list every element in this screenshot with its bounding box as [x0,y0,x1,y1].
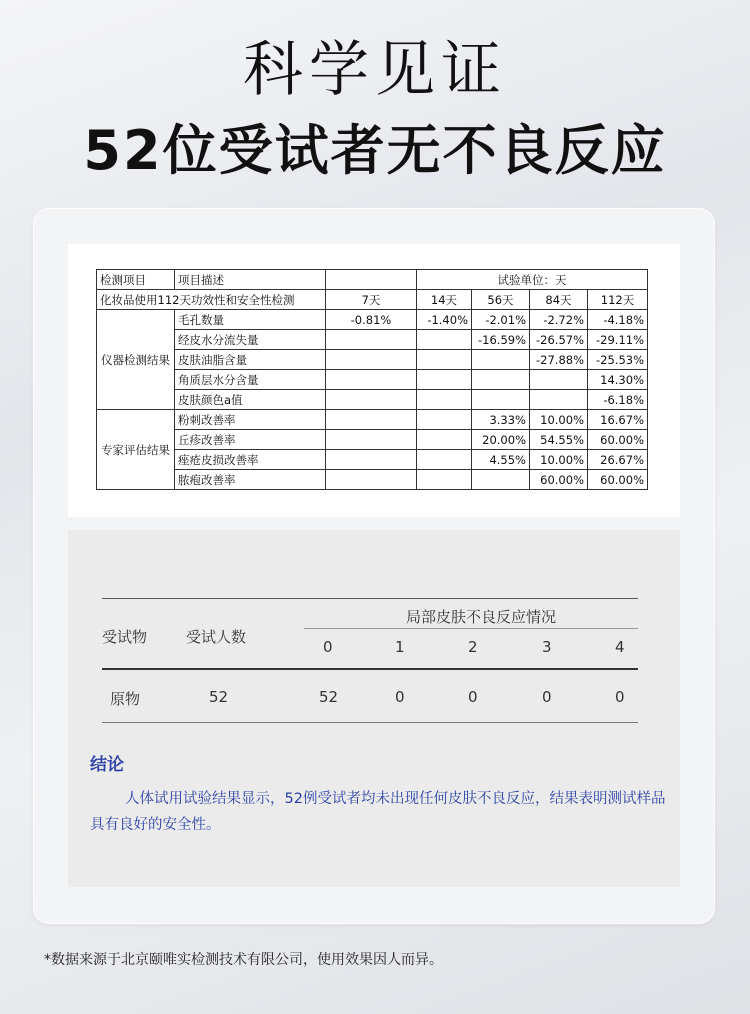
row-value [530,370,588,390]
level-header: 3 [542,638,552,656]
row-value: -1.40% [417,310,472,330]
row-value [417,390,472,410]
table-row [97,470,648,490]
page-subtitle: 52位受试者无不良反应 [83,119,667,182]
group-expert: 专家评估结果 [97,410,175,490]
table-row [97,350,648,370]
header-count: 受试人数 [186,628,247,646]
row-value: 26.67% [588,450,648,470]
row-item-name: 角质层水分含量 [175,370,326,390]
table-rule [102,598,638,599]
row-value: 20.00% [472,430,530,450]
day-header: 84天 [530,290,588,310]
row-item-name: 皮肤颜色a值 [175,390,326,410]
table-rule [102,668,638,670]
row-value [417,350,472,370]
row-value [326,370,417,390]
row-value [530,390,588,410]
row-item-name: 痤疮皮损改善率 [175,450,326,470]
row-value: -27.88% [530,350,588,370]
row-value: 16.67% [588,410,648,430]
row-value: -25.53% [588,350,648,370]
table-day-row [97,290,648,310]
row-value: -29.11% [588,330,648,350]
day-header: 56天 [472,290,530,310]
group-instrument: 仪器检测结果 [97,310,175,410]
row-value: 60.00% [588,470,648,490]
row-value: 14.30% [588,370,648,390]
row-item-name: 粉刺改善率 [175,410,326,430]
day-header: 14天 [417,290,472,310]
row-value [326,390,417,410]
row-value [326,470,417,490]
row-item-name: 丘疹改善率 [175,430,326,450]
row-value [472,350,530,370]
level-header: 2 [468,638,478,656]
row-value: 4.55% [472,450,530,470]
row-value: 0 [542,688,552,706]
header-reaction: 局部皮肤不良反应情况 [406,608,557,626]
table-row [97,370,648,390]
row-count: 52 [209,688,229,706]
row-value: 60.00% [530,470,588,490]
level-header: 4 [615,638,625,656]
day-header: 7天 [326,290,417,310]
row-subject: 原物 [110,690,141,708]
table-rule [304,628,638,629]
day-header: 112天 [588,290,648,310]
row-value [417,450,472,470]
table-rule [102,722,638,723]
level-header: 0 [323,638,333,656]
row-value [417,430,472,450]
row-value [472,370,530,390]
conclusion-text: 人体试用试验结果显示，52例受试者均未出现任何皮肤不良反应，结果表明测试样品具有良好的安全性。 [90,791,666,833]
row-value: 0 [395,688,405,706]
row-value: 52 [319,688,339,706]
table-row [97,430,648,450]
row-value [472,390,530,410]
footnote: *数据来源于北京颐唯实检测技术有限公司，使用效果因人而异。 [44,952,443,968]
row-value [326,350,417,370]
row-item-name: 毛孔数量 [175,310,326,330]
table-row [97,390,648,410]
header-test-desc: 化妆品使用112天功效性和安全性检测 [97,290,326,310]
row-value: 3.33% [472,410,530,430]
row-value: 10.00% [530,410,588,430]
table-row [97,330,648,350]
row-value [326,450,417,470]
page-title: 科学见证 [243,35,507,105]
row-value: -4.18% [588,310,648,330]
row-value [326,330,417,350]
safety-panel [68,530,680,887]
row-value [326,410,417,430]
row-value: -26.57% [530,330,588,350]
safety-table [68,530,680,730]
row-value [472,470,530,490]
row-value: -2.72% [530,310,588,330]
row-value: -16.59% [472,330,530,350]
row-value: 54.55% [530,430,588,450]
row-value: 0 [468,688,478,706]
header-unit: 试验单位：天 [417,270,648,290]
level-header: 1 [395,638,405,656]
row-value [326,430,417,450]
row-value: 10.00% [530,450,588,470]
row-item-name: 脓疱改善率 [175,470,326,490]
row-value: -0.81% [326,310,417,330]
row-value: 60.00% [588,430,648,450]
conclusion-title: 结论 [90,755,124,775]
row-item-name: 皮肤油脂含量 [175,350,326,370]
header-subject: 受试物 [102,628,148,646]
row-value: -6.18% [588,390,648,410]
row-item-name: 经皮水分流失量 [175,330,326,350]
row-value [417,370,472,390]
table-row [97,450,648,470]
row-value [417,470,472,490]
header-item: 检测项目 [97,270,175,290]
header-desc: 项目描述 [175,270,326,290]
row-value [417,410,472,430]
table-row [97,410,648,430]
efficacy-table-panel [68,244,680,517]
efficacy-table [96,269,648,490]
table-row [97,310,648,330]
row-value: -2.01% [472,310,530,330]
row-value: 0 [615,688,625,706]
row-value [417,330,472,350]
table-header-row [97,270,648,290]
